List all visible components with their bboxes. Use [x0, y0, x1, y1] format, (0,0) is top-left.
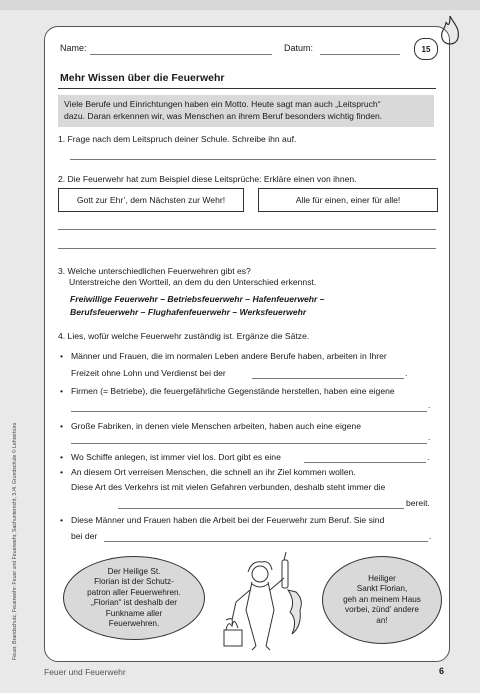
answer-line[interactable]: [304, 462, 426, 463]
date-label: Datum:: [284, 43, 314, 53]
name-field[interactable]: [90, 54, 272, 55]
motto-box-2: Alle für einen, einer für alle!: [258, 188, 438, 212]
answer-line[interactable]: [71, 411, 427, 412]
motto-box-1: Gott zur Ehr’, dem Nächsten zur Wehr!: [58, 188, 244, 212]
period: .: [429, 531, 432, 541]
sentence-1-line-2: Freizeit ohne Lohn und Verdienst bei der: [71, 368, 226, 378]
answer-line[interactable]: [58, 248, 436, 249]
bullet-icon: •: [60, 386, 64, 396]
sentence-6-line-2: bei der: [71, 531, 98, 541]
bullet-icon: •: [60, 421, 64, 431]
period: .: [427, 452, 430, 462]
answer-line[interactable]: [71, 443, 427, 444]
answer-line[interactable]: [58, 229, 436, 230]
page-number-badge: 15: [414, 38, 438, 60]
name-label: Name:: [60, 43, 87, 53]
flame-icon: [438, 14, 462, 50]
fire-types-line-1: Freiwillige Feuerwehr – Betriebsfeuerwehr – Hafenfeuerwehr –: [70, 294, 325, 304]
bullet-icon: •: [60, 452, 64, 462]
footer-title: Feuer und Feuerwehr: [44, 667, 126, 677]
sentence-1-line-1: Männer und Frauen, die im normalen Leben andere Berufe haben, arbeiten in Ihrer: [71, 351, 387, 361]
task-3-line-2: Unterstreiche den Wortteil, an dem du den Unterschied erkennst.: [69, 277, 317, 287]
page-title: Mehr Wissen über die Feuerwehr: [60, 72, 225, 84]
task-2: 2. Die Feuerwehr hat zum Beispiel diese Leitsprüche: Erkläre einen von ihnen.: [58, 174, 357, 184]
sentence-3-line-1: Große Fabriken, in denen viele Menschen arbeiten, haben auch eine eigene: [71, 421, 361, 431]
intro-box: [58, 95, 434, 127]
period: .: [428, 400, 431, 410]
answer-line[interactable]: [118, 508, 404, 509]
date-field[interactable]: [320, 54, 400, 55]
sentence-4-line-1: Wo Schiffe anlegen, ist immer viel los. Dort gibt es eine: [71, 452, 281, 462]
title-divider: [58, 88, 436, 89]
footer-page-number: 6: [439, 666, 445, 676]
top-band: [0, 0, 480, 10]
sentence-5-end: bereit.: [406, 498, 430, 508]
intro-line-1: Viele Berufe und Einrichtungen haben ein Motto. Heute sagt man auch „Leitspruch“: [64, 99, 381, 109]
intro-line-2: dazu. Daran erkennen wir, was Menschen an ihrem Beruf besonders wichtig finden.: [64, 111, 383, 121]
bullet-icon: •: [60, 515, 64, 525]
task-3-line-1: 3. Welche unterschiedlichen Feuerwehren gibt es?: [58, 266, 251, 276]
bullet-icon: •: [60, 467, 64, 477]
side-credit: Feuer, Brandschutz, Feuerwehr: Feuer und Feuerwehr, Sachunterricht, 3./4. Grundschule © Lehrerbüro: [12, 422, 18, 660]
sentence-2-line-1: Firmen (= Betriebe), die feuergefährliche Gegenstände herstellen, haben eine eigene: [71, 386, 395, 396]
saint-florian-illustration: [212, 550, 316, 654]
sentence-5-line-2: Diese Art des Verkehrs ist mit vielen Gefahren verbunden, deshalb steht immer die: [71, 482, 386, 492]
sentence-6-line-1: Diese Männer und Frauen haben die Arbeit bei der Feuerwehr zum Beruf. Sie sind: [71, 515, 385, 525]
answer-line[interactable]: [104, 541, 428, 542]
answer-line[interactable]: [252, 378, 404, 379]
period: .: [428, 432, 431, 442]
task-4: 4. Lies, wofür welche Feuerwehr zuständig ist. Ergänze die Sätze.: [58, 331, 310, 341]
speech-bubble-right: Heiliger Sankt Florian, geh an meinem Haus vorbei, zünd’ andere an!: [322, 556, 442, 644]
answer-line[interactable]: [70, 159, 436, 160]
speech-bubble-left: Der Heilige St. Florian ist der Schutz- patron aller Feuerwehren. „Florian“ ist deshalb der Funkname aller Feuerwehren.: [63, 556, 205, 640]
bullet-icon: •: [60, 351, 64, 361]
sentence-5-line-1: An diesem Ort verreisen Menschen, die schnell an ihr Ziel kommen wollen.: [71, 467, 356, 477]
task-1: 1. Frage nach dem Leitspruch deiner Schule. Schreibe ihn auf.: [58, 134, 297, 144]
period: .: [405, 368, 408, 378]
fire-types-line-2: Berufsfeuerwehr – Flughafenfeuerwehr – Werksfeuerwehr: [70, 307, 307, 317]
